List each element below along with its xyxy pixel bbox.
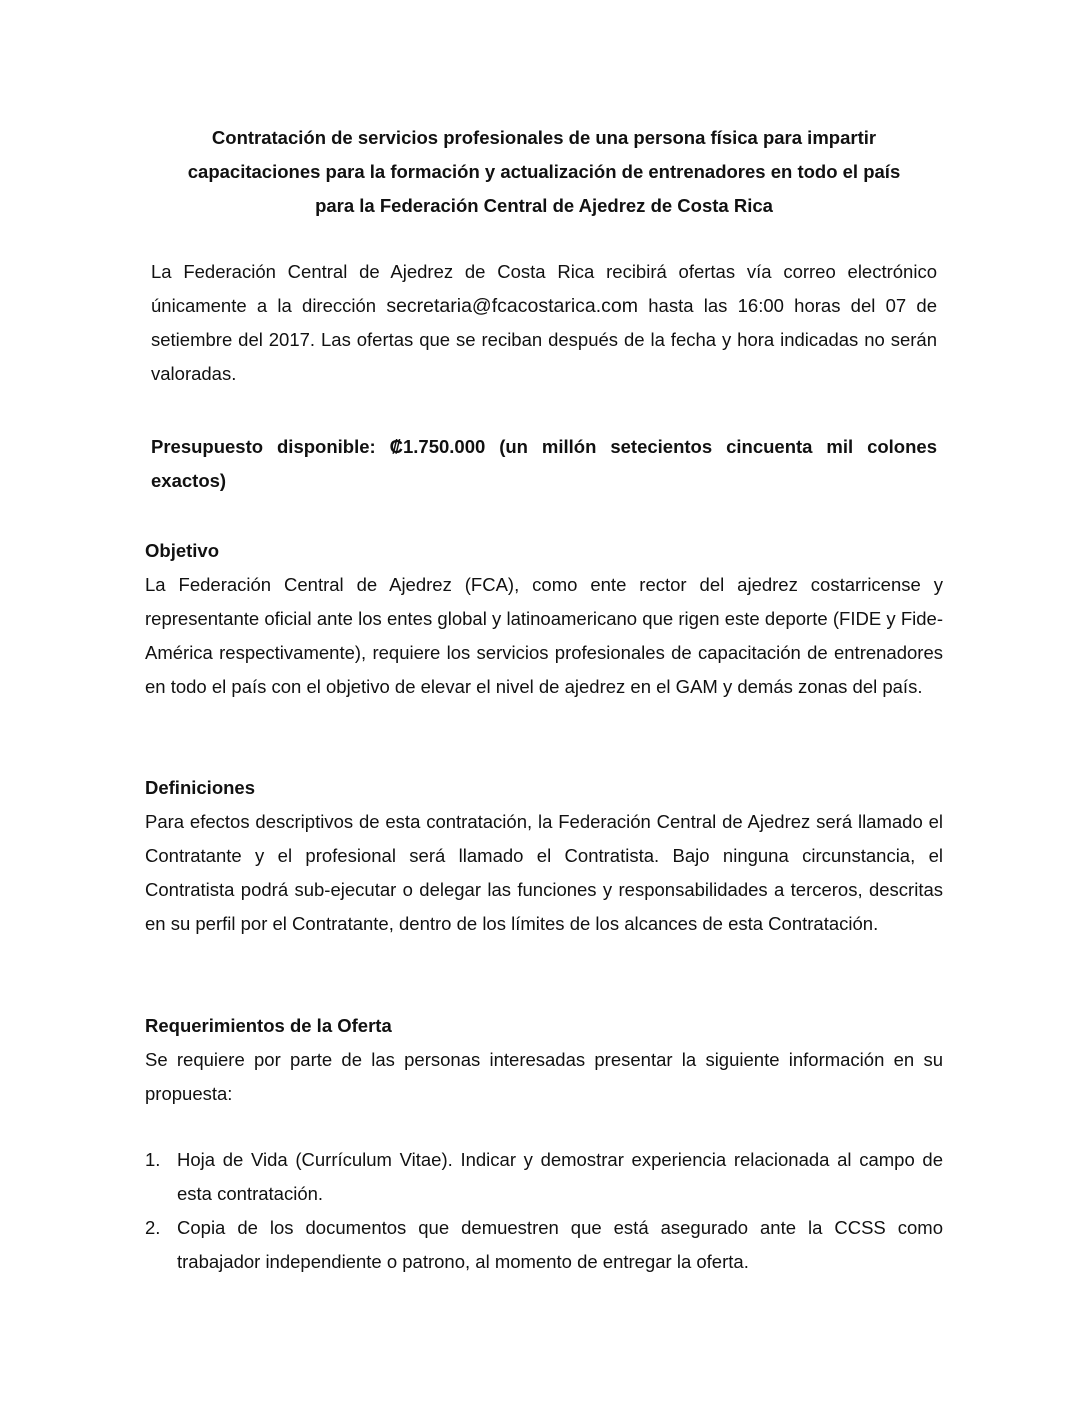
title-line: capacitaciones para la formación y actualización de entrenadores en todo el país xyxy=(187,161,901,182)
document-title xyxy=(150,121,938,223)
list-item-text: Hoja de Vida (Currículum Vitae). Indicar y demostrar experiencia relacionada al campo de esta contratación. xyxy=(177,1149,943,1204)
section-heading: Objetivo xyxy=(145,540,220,561)
section-heading: Definiciones xyxy=(145,777,255,798)
section-requerimientos xyxy=(145,1009,943,1111)
intro-paragraph xyxy=(151,255,937,391)
section-body: Se requiere por parte de las personas interesadas presentar la siguiente información en su propuesta: xyxy=(145,1049,943,1104)
list-item-number: 1. xyxy=(145,1149,161,1170)
title-line: Contratación de servicios profesionales de una persona física para impartir xyxy=(211,127,877,148)
section-body: Para efectos descriptivos de esta contratación, la Federación Central de Ajedrez será llamado el Contratante y el profesional será llamado el Contratista. Bajo ninguna circunstancia, el Contratista podrá sub-ejecutar o delegar las funciones y responsabilidades a terceros, descritas en su perfil por el Contratante, dentro de los límites de los alcances de esta Contratación. xyxy=(145,811,943,934)
list-item-text: Copia de los documentos que demuestren que está asegurado ante la CCSS como trabajador independiente o patrono, al momento de entregar la oferta. xyxy=(177,1217,943,1272)
list-item-number: 2. xyxy=(145,1217,161,1238)
list-item xyxy=(145,1211,943,1279)
section-body: La Federación Central de Ajedrez (FCA), como ente rector del ajedrez costarricense y representante oficial ante los entes global y latinoamericano que rigen este deporte (FIDE y Fide-América respectivamente), requiere los servicios profesionales de capacitación de entrenadores en todo el país con el objetivo de elevar el nivel de ajedrez en el GAM y demás zonas del país. xyxy=(145,574,943,697)
email-address: secretaria@fcacostarica.com xyxy=(386,295,639,317)
section-heading: Requerimientos de la Oferta xyxy=(145,1015,392,1036)
title-line: para la Federación Central de Ajedrez de Costa Rica xyxy=(315,195,773,216)
section-definiciones xyxy=(145,771,943,941)
intro-text: La Federación Central de Ajedrez de Costa Rica recibirá ofertas vía correo electrónico únicamente a la dirección xyxy=(151,261,937,316)
intro-text-continued: hasta las 16:00 horas del 07 de setiembre del 2017. Las ofertas que se reciban después de la fecha y hora indicadas no serán valoradas. xyxy=(151,295,937,384)
requirements-list xyxy=(145,1143,943,1279)
list-item xyxy=(145,1143,943,1211)
budget-statement: Presupuesto disponible: ₡1.750.000 (un millón setecientos cincuenta mil colones exactos) xyxy=(151,436,937,491)
section-objetivo xyxy=(145,534,943,704)
